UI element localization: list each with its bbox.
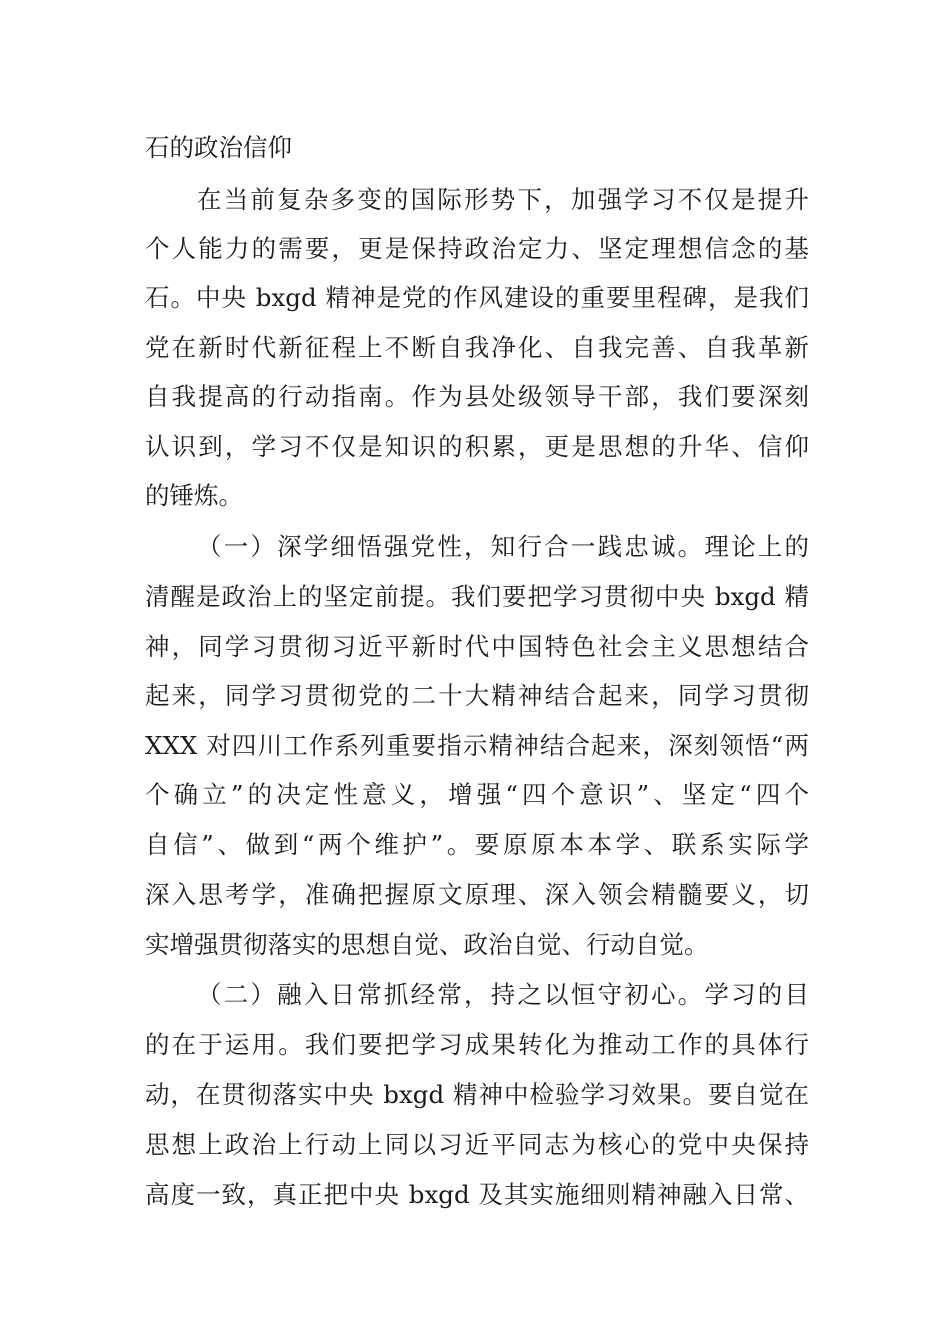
text-line: 自信”、做到“两个维护”。要原原本本学、联系实际学 bbox=[145, 830, 809, 859]
text-line: 深入思考学，准确把握原文原理、深入领会精髓要义，切 bbox=[145, 880, 809, 909]
text-line: 的在于运用。我们要把学习成果转化为推动工作的具体行 bbox=[145, 1030, 809, 1059]
text-line: 个人能力的需要，更是保持政治定力、坚定理想信念的基 bbox=[145, 234, 809, 263]
paragraph-first-line: 在当前复杂多变的国际形势下，加强学习不仅是提升 bbox=[197, 185, 809, 214]
section-heading-line: （一）深学细悟强党性，知行合一践忠诚。理论上的 bbox=[197, 532, 809, 561]
text-line: 认识到，学习不仅是知识的积累，更是思想的升华、信仰 bbox=[145, 432, 809, 461]
text-line: 动，在贯彻落实中央 bxgd 精神中检验学习效果。要自觉在 bbox=[145, 1080, 809, 1109]
text-line: 石。中央 bxgd 精神是党的作风建设的重要里程碑，是我们 bbox=[145, 283, 809, 312]
section-heading-line: （二）融入日常抓经常，持之以恒守初心。学习的目 bbox=[197, 980, 809, 1009]
text-line: 石的政治信仰 bbox=[145, 133, 292, 162]
text-line: 个确立”的决定性意义，增强“四个意识”、坚定“四个 bbox=[145, 780, 809, 809]
text-line: 神，同学习贯彻习近平新时代中国特色社会主义思想结合 bbox=[145, 632, 809, 661]
text-line: 高度一致，真正把中央 bxgd 及其实施细则精神融入日常、 bbox=[145, 1180, 809, 1209]
text-line: 党在新时代新征程上不断自我净化、自我完善、自我革新 bbox=[145, 333, 809, 362]
text-line: 实增强贯彻落实的思想自觉、政治自觉、行动自觉。 bbox=[145, 930, 709, 959]
text-line: 清醒是政治上的坚定前提。我们要把学习贯彻中央 bxgd 精 bbox=[145, 582, 809, 611]
text-line: 起来，同学习贯彻党的二十大精神结合起来，同学习贯彻 bbox=[145, 681, 809, 710]
text-line: 的锤炼。 bbox=[145, 481, 243, 510]
text-line: XXX 对四川工作系列重要指示精神结合起来，深刻领悟“两 bbox=[145, 731, 809, 760]
text-line: 自我提高的行动指南。作为县处级领导干部，我们要深刻 bbox=[145, 382, 809, 411]
text-line: 思想上政治上行动上同以习近平同志为核心的党中央保持 bbox=[145, 1130, 809, 1159]
